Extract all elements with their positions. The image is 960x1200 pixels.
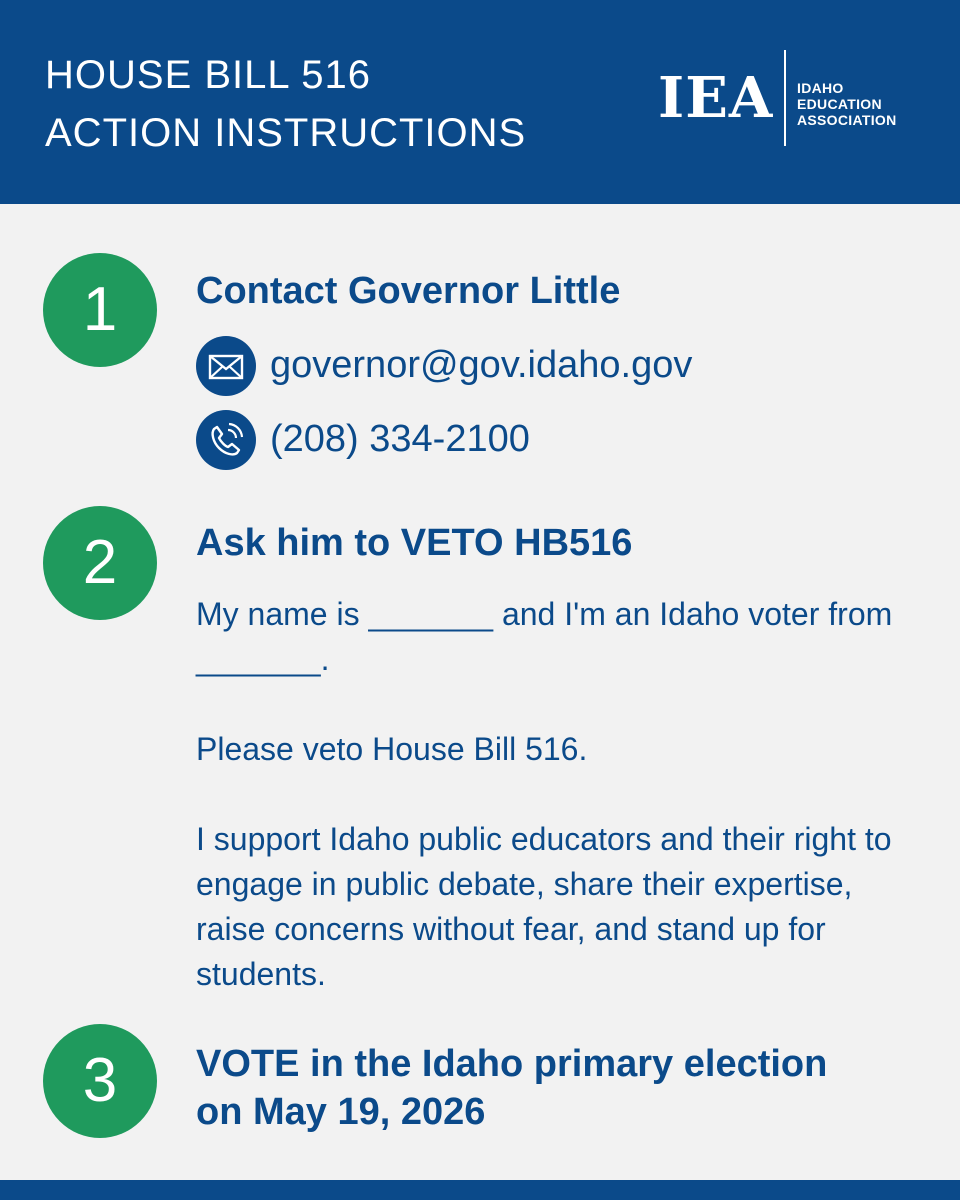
step-2-number: 2 (43, 506, 157, 620)
step-3-title (196, 1040, 827, 1136)
logo-name-line-1: IDAHO (797, 80, 844, 96)
page-title (45, 46, 526, 162)
script-paragraph-1: My name is _______ and I'm an Idaho voter from _______. (196, 596, 893, 677)
envelope-icon (196, 336, 256, 396)
iea-logo (658, 50, 928, 146)
call-script (196, 592, 916, 997)
phone-icon (196, 410, 256, 470)
step-2-title: Ask him to VETO HB516 (196, 522, 633, 564)
header-banner (0, 0, 960, 204)
step-3-title-line-2: on May 19, 2026 (196, 1091, 486, 1133)
page-title-line-2: ACTION INSTRUCTIONS (45, 111, 527, 155)
logo-divider (784, 50, 786, 146)
email-link[interactable]: governor@gov.idaho.gov (270, 344, 693, 386)
script-paragraph-3: I support Idaho public educators and their right to engage in public debate, share their expertise, raise concerns without fear, and stand up for students. (196, 821, 892, 992)
contact-phone-row[interactable] (196, 410, 896, 470)
footer-bar (0, 1180, 960, 1200)
step-1-title: Contact Governor Little (196, 270, 621, 312)
page-title-line-1: HOUSE BILL 516 (45, 53, 372, 97)
step-1-number: 1 (43, 253, 157, 367)
script-paragraph-2: Please veto House Bill 516. (196, 731, 588, 767)
logo-org-name (797, 80, 897, 128)
logo-name-line-3: ASSOCIATION (797, 112, 897, 128)
logo-mark: IEA (658, 65, 774, 131)
phone-link[interactable]: (208) 334-2100 (270, 418, 530, 460)
logo-name-line-2: EDUCATION (797, 96, 882, 112)
step-3-number: 3 (43, 1024, 157, 1138)
contact-email-row[interactable] (196, 336, 896, 396)
step-3-title-line-1: VOTE in the Idaho primary election (196, 1043, 828, 1085)
